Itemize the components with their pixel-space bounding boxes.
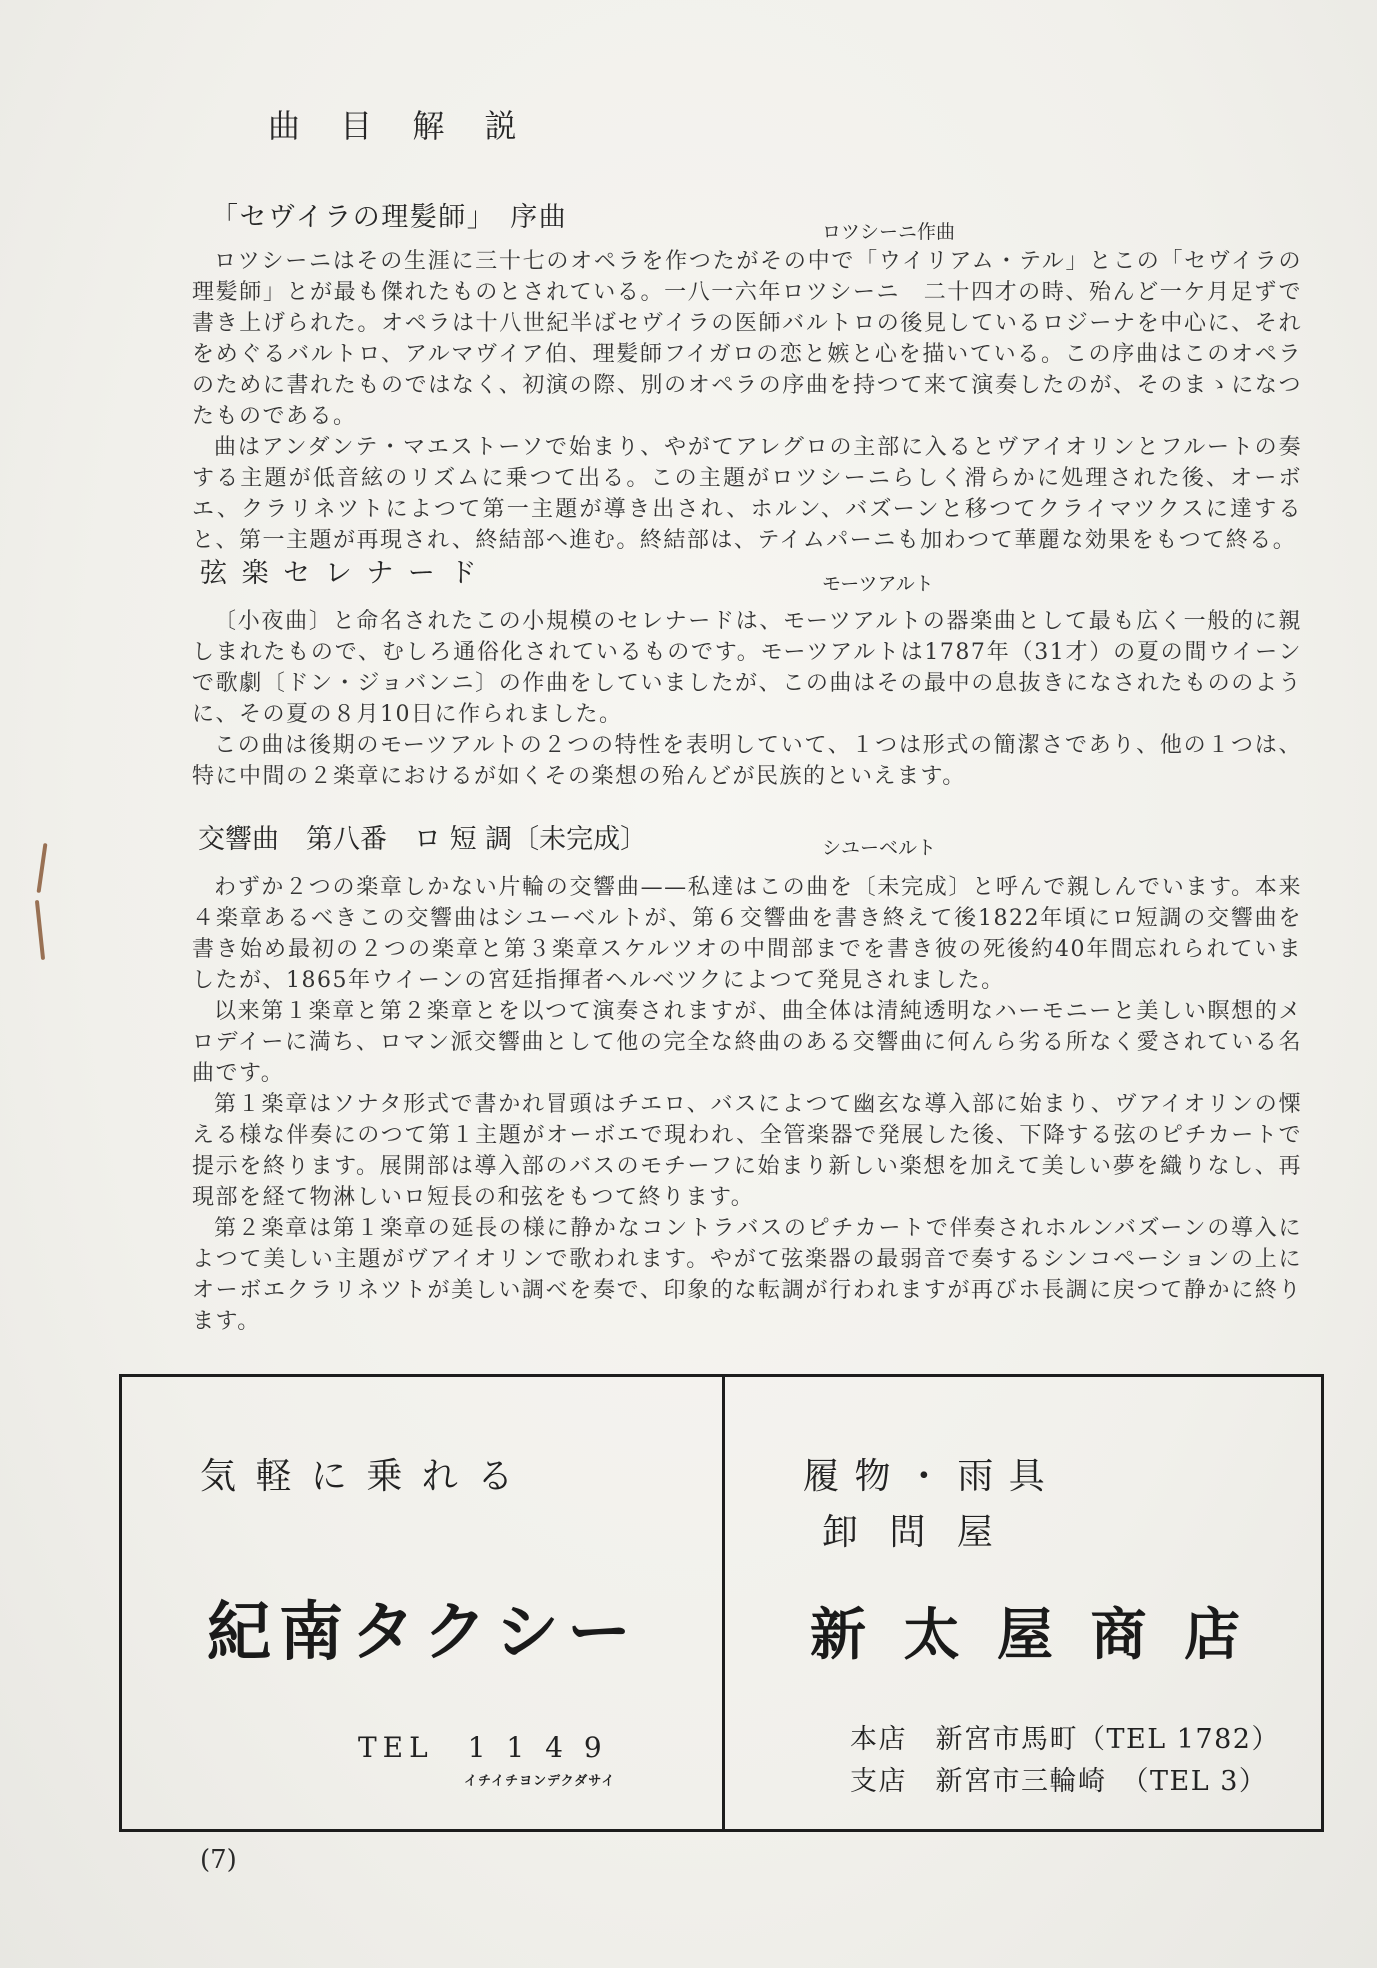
section-heading: 「セヴイラの理髪師」 序曲 xyxy=(211,202,568,233)
page-number: (7) xyxy=(200,1845,237,1875)
page-title: 曲 目 解 説 xyxy=(268,107,532,145)
ad-divider xyxy=(722,1377,725,1829)
shop-ad-branch-store: 支店 新宮市三輪崎 （TEL 3） xyxy=(850,1766,1268,1797)
paragraph: ロツシーニはその生涯に三十七のオペラを作つたがその中で「ウイリアム・テル」とこの「セヴイラの理髪師」とが最も傑れたものとされている。一八一六年ロツシーニ 二十四才の時、殆んど一ケ月足ずで書き上げられた。オペラは十八世紀半ばセヴイラの医師バルトロの後見しているロジーナを中心に、それをめぐるバルトロ、アルマヴイア伯、理髪師フイガロの恋と嫉と心を描いている。この序曲はこのオペラのために書れたものではなく、初演の際、別のオペラの序曲を持つて来て演奏したのが、そのまゝになつたものである。 xyxy=(192,249,1302,429)
paragraph: わずか２つの楽章しかない片輪の交響曲——私達はこの曲を〔未完成〕と呼んで親しんでいます。本来４楽章あるべきこの交響曲はシユーベルトが、第６交響曲を書き終えて後1822年頃にロ短調の交響曲を書き始め最初の２つの楽章と第３楽章スケルツオの中間部までを書き彼の死後約40年間忘れられていましたが、1865年ウイーンの宮廷指揮者ヘルベツクによつて発見されました。 xyxy=(192,875,1302,993)
section-body xyxy=(192,872,1302,1337)
staple-mark xyxy=(35,900,45,960)
section-heading: 弦 楽 セ レ ナ ー ド xyxy=(200,558,480,589)
taxi-ad-phone-reading: イチイチヨンデクダサイ xyxy=(464,1774,616,1789)
section-barber-of-seville xyxy=(192,200,1302,556)
section-header xyxy=(192,822,1302,872)
paragraph: 曲はアンダンテ・マエストーソで始まり、やがてアレグロの主部に入るとヴアイオリンとフルートの奏する主題が低音絃のリズムに乗つて出る。この主題がロツシーニらしく滑らかに処理された後、オーボエ、クラリネツトによつて第一主題が導き出され、ホルン、バズーンと移つてクライマツクスに達すると、第一主題が再現され、終結部へ進む。終結部は、テイムパーニも加わつて華麗な効果をもつて終る。 xyxy=(192,435,1302,553)
taxi-ad-name: 紀南タクシー xyxy=(207,1595,639,1670)
section-header xyxy=(192,556,1302,606)
section-body xyxy=(192,606,1302,792)
section-body xyxy=(192,246,1302,556)
section-heading: 交響曲 第八番 ロ 短 調〔未完成〕 xyxy=(198,824,648,855)
paragraph: 第１楽章はソナタ形式で書かれ冒頭はチエロ、バスによつて幽玄な導入部に始まり、ヴアイオリンの慄える様な伴奏にのつて第１主題がオーボエで現われ、全管楽器で発展した後、下降する弦のピチカートで提示を終ります。展開部は導入部のバスのモチーフに始まり新しい楽想を加えて美しい夢を織りなし、再現部を経て物淋しいロ短長の和弦をもつて終ります。 xyxy=(192,1092,1302,1210)
program-notes xyxy=(192,200,1302,1337)
staple-mark xyxy=(37,843,48,893)
paragraph: この曲は後期のモーツアルトの２つの特性を表明していて、１つは形式の簡潔さであり、他の１つは、特に中間の２楽章におけるが如くその楽想の殆んどが民族的といえます。 xyxy=(192,733,1302,789)
composer-name: ロツシーニ作曲 xyxy=(822,221,956,243)
paragraph: 第２楽章は第１楽章の延長の様に静かなコントラバスのピチカートで伴奏されホルンバズーンの導入によつて美しい主題がヴアイオリンで歌われます。やがて弦楽器の最弱音で奏するシンコペーションの上にオーボエクラリネツトが美しい調べを奏で、印象的な転調が行われますが再びホ長調に戻つて静かに終ります。 xyxy=(192,1216,1302,1334)
section-unfinished-symphony xyxy=(192,822,1302,1337)
taxi-ad-phone: TEL 1 1 4 9 xyxy=(358,1731,608,1764)
composer-name: モーツアルト xyxy=(822,573,934,595)
advertisement-box xyxy=(119,1374,1324,1832)
section-serenade xyxy=(192,556,1302,792)
shop-ad-name: 新 太 屋 商 店 xyxy=(810,1602,1249,1668)
shop-ad-type: 卸 問 屋 xyxy=(822,1512,1003,1553)
section-header xyxy=(192,200,1302,246)
taxi-ad-tagline: 気 軽 に 乗 れ る xyxy=(200,1456,518,1497)
shop-ad-main-store: 本店 新宮市馬町（TEL 1782） xyxy=(850,1724,1280,1755)
composer-name: シユーベルト xyxy=(822,837,937,859)
paragraph: 〔小夜曲〕と命名されたこの小規模のセレナードは、モーツアルトの器楽曲として最も広く一般的に親しまれたもので、むしろ通俗化されているものです。モーツアルトは1787年（31才）の夏の間ウイーンで歌劇〔ドン・ジョバンニ〕の作曲をしていましたが、この曲はその最中の息抜きになされたもののように、その夏の８月10日に作られました。 xyxy=(192,609,1302,727)
paragraph: 以来第１楽章と第２楽章とを以つて演奏されますが、曲全体は清純透明なハーモニーと美しい瞑想的メロデイーに満ち、ロマン派交響曲として他の完全な終曲のある交響曲に何んら劣る所なく愛されている名曲です。 xyxy=(192,999,1302,1086)
shop-ad-goods: 履 物 ・ 雨 具 xyxy=(803,1456,1047,1497)
